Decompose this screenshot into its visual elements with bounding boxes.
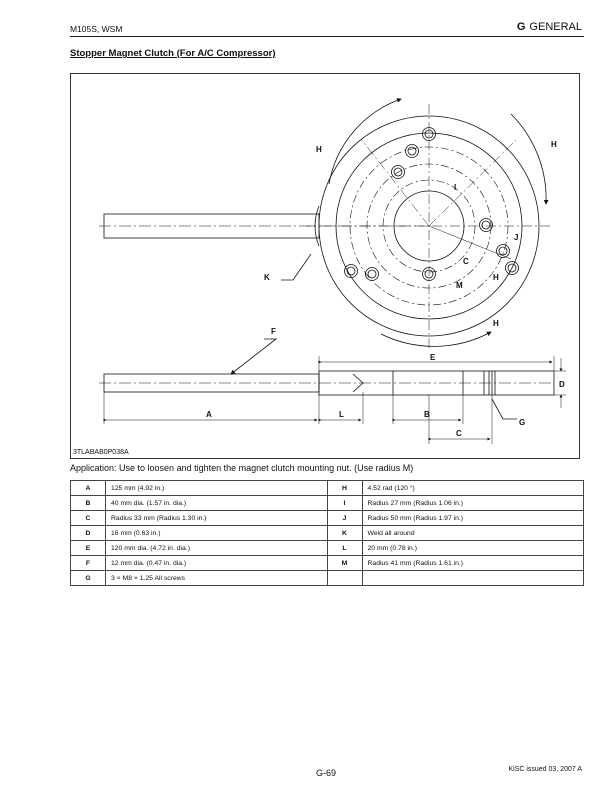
- label-h-top-left: H: [316, 145, 322, 154]
- spec-value: Radius 27 mm (Radius 1.06 in.): [362, 496, 584, 511]
- spec-value: 20 mm (0.78 in.): [362, 541, 584, 556]
- label-h-top-right: H: [551, 140, 557, 149]
- drawing-svg: [71, 74, 581, 460]
- label-b: B: [424, 410, 430, 419]
- spec-key: [327, 571, 362, 586]
- header-section-letter: G: [516, 21, 526, 33]
- technical-drawing: [70, 73, 580, 459]
- table-row: [71, 526, 584, 541]
- page-title: Stopper Magnet Clutch (For A/C Compressor): [70, 48, 276, 59]
- spec-value: 125 mm (4.92 in.): [106, 481, 328, 496]
- spec-value: Weld all around: [362, 526, 584, 541]
- application-text: Application: Use to loosen and tighten the magnet clutch mounting nut. (Use radius M): [70, 463, 414, 473]
- label-h-right: H: [493, 273, 499, 282]
- shaft-leader: [231, 339, 276, 374]
- label-d: D: [559, 380, 565, 389]
- label-a: A: [206, 410, 212, 419]
- spec-key: F: [71, 556, 106, 571]
- label-i: I: [454, 183, 457, 192]
- header-divider: [70, 36, 584, 37]
- figure-code: 3TLABAB0P038A: [73, 449, 129, 456]
- spec-key: D: [71, 526, 106, 541]
- spec-key: C: [71, 511, 106, 526]
- spec-value: 16 mm (0.63 in.): [106, 526, 328, 541]
- angle-line-right: [429, 140, 516, 226]
- spec-key: A: [71, 481, 106, 496]
- spec-key: L: [327, 541, 362, 556]
- label-j: J: [514, 233, 519, 242]
- weld-leader: [281, 254, 311, 280]
- radius-line: [429, 226, 511, 259]
- page-number: G-69: [316, 768, 337, 778]
- issue-note: KiSC issued 03, 2007 A: [508, 766, 582, 773]
- spec-key: E: [71, 541, 106, 556]
- angle-arc-bottom: [381, 332, 491, 346]
- spec-table: [70, 480, 584, 586]
- table-row: [71, 541, 584, 556]
- spec-key: K: [327, 526, 362, 541]
- spec-value: 40 mm dia. (1.57 in. dia.): [106, 496, 328, 511]
- label-f: F: [271, 327, 276, 336]
- label-k: K: [264, 273, 270, 282]
- header-model: M105S, WSM: [70, 24, 123, 34]
- label-l: L: [339, 410, 344, 419]
- label-c-bottom: C: [456, 429, 462, 438]
- spec-key: B: [71, 496, 106, 511]
- table-row: [71, 571, 584, 586]
- spec-value: 4.52 rad (120 °): [362, 481, 584, 496]
- screw-leader: [492, 399, 517, 419]
- spec-value: 120 mm dia. (4.72 in. dia.): [106, 541, 328, 556]
- table-row: [71, 556, 584, 571]
- spec-value: 12 mm dia. (0.47 in. dia.): [106, 556, 328, 571]
- spec-value: 3 × M8 × 1.25 All screws: [106, 571, 328, 586]
- spec-value: [362, 571, 584, 586]
- header-section-name: GENERAL: [529, 21, 582, 33]
- label-m: M: [456, 281, 463, 290]
- spec-value: Radius 50 mm (Radius 1.97 in.): [362, 511, 584, 526]
- label-g: G: [519, 418, 526, 427]
- spec-key: H: [327, 481, 362, 496]
- spec-key: M: [327, 556, 362, 571]
- table-row: [71, 496, 584, 511]
- bolt-holes: [345, 128, 519, 281]
- spec-key: I: [327, 496, 362, 511]
- header-section: [517, 21, 582, 33]
- table-row: [71, 511, 584, 526]
- spec-value: Radius 33 mm (Radius 1.30 in.): [106, 511, 328, 526]
- spec-key: G: [71, 571, 106, 586]
- spec-key: J: [327, 511, 362, 526]
- spec-value: Radius 41 mm (Radius 1.61 in.): [362, 556, 584, 571]
- label-c-top: C: [463, 257, 469, 266]
- label-e: E: [430, 353, 436, 362]
- label-h-bottom: H: [493, 319, 499, 328]
- table-row: [71, 481, 584, 496]
